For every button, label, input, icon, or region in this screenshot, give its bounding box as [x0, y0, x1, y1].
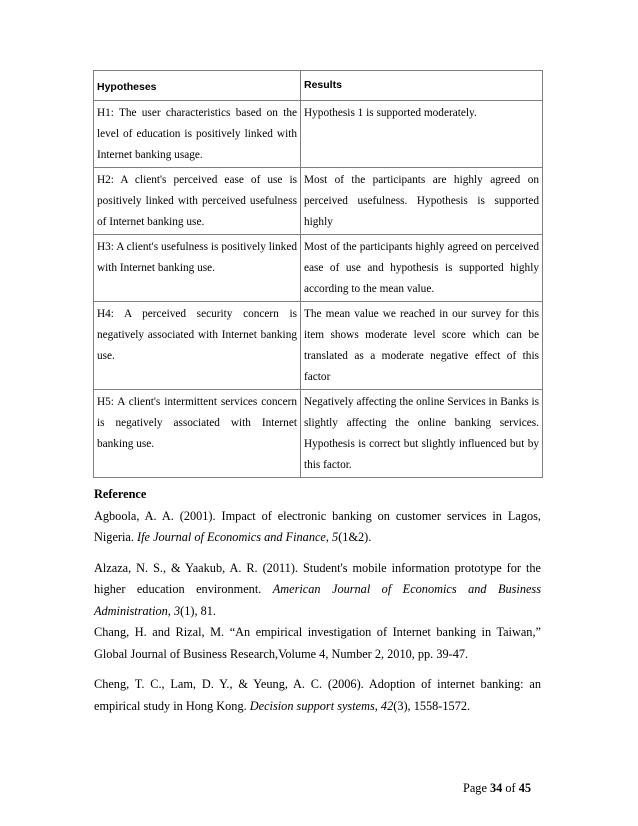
header-results: Results: [301, 71, 543, 101]
reference-text: Chang, H. and Rizal, M. “An empirical investigation of Internet banking in Taiwan,” Global Journal of Business Research,Volume 4, Number 2, 2010, pp. 39-47.: [94, 625, 541, 661]
reference-volume: 3: [173, 603, 181, 618]
hypothesis-cell: H3: A client's usefulness is positively linked with Internet banking use.: [94, 235, 301, 302]
table-row: [94, 390, 543, 478]
reference-pages: (1), 81.: [180, 603, 216, 618]
reference-entry: Alzaza, N. S., & Yaakub, A. R. (2011). Student's mobile information prototype for the higher education environment. American Journal of Economics and Business Administration, 3(1), 81.: [94, 560, 541, 618]
hypothesis-cell: H2: A client's perceived ease of use is positively linked with perceived usefulness of Internet banking use.: [94, 168, 301, 235]
current-page: 34: [489, 781, 503, 795]
result-cell: Most of the participants highly agreed on perceived ease of use and hypothesis is supported highly according to the mean value.: [301, 235, 543, 302]
reference-entry: Agboola, A. A. (2001). Impact of electronic banking on customer services in Lagos, Nigeria. Ife Journal of Economics and Finance, 5(1&2).: [94, 508, 541, 544]
reference-text: Alzaza, N. S., & Yaakub, A. R. (2011). Student's mobile information prototype for the higher education environment.: [94, 560, 541, 596]
reference-pages: (1&2).: [338, 530, 372, 544]
references-heading: Reference: [94, 487, 147, 501]
reference-volume: 5: [332, 530, 339, 544]
hypotheses-results-table: [93, 70, 543, 478]
references-section: [94, 484, 541, 717]
reference-journal: American Journal of Economics and Business Administration: [94, 582, 541, 618]
table-row: [94, 168, 543, 235]
result-cell: Negatively affecting the online Services in Banks is slightly affecting the online banking services. Hypothesis is correct but slightly influenced but by this factor.: [301, 390, 543, 478]
reference-pages: (3), 1558-1572.: [393, 698, 471, 713]
reference-text: Cheng, T. C., Lam, D. Y., & Yeung, A. C. (2006). Adoption of internet banking: an empirical study in Hong Kong.: [94, 677, 541, 713]
total-pages: 45: [518, 781, 531, 795]
table-header-row: [94, 71, 543, 101]
reference-volume: 42: [380, 698, 394, 713]
header-hypotheses: Hypotheses: [94, 71, 301, 101]
result-cell: The mean value we reached in our survey for this item shows moderate level score which can be translated as a moderate negative effect of this factor: [301, 302, 543, 390]
page-number: Page 34 of 45: [463, 781, 531, 795]
hypothesis-cell: H5: A client's intermittent services concern is negatively associated with Internet banking use.: [94, 390, 301, 478]
table-row: [94, 101, 543, 168]
reference-text: Agboola, A. A. (2001). Impact of electronic banking on customer services in Lagos, Nigeria.: [94, 508, 541, 544]
hypothesis-cell: H4: A perceived security concern is negatively associated with Internet banking use.: [94, 302, 301, 390]
table-row: [94, 235, 543, 302]
result-cell: Hypothesis 1 is supported moderately.: [301, 101, 543, 168]
reference-journal: Ife Journal of Economics and Finance: [137, 530, 326, 544]
reference-entry: [94, 622, 541, 665]
table-row: [94, 302, 543, 390]
hypothesis-cell: H1: The user characteristics based on the level of education is positively linked with Internet banking usage.: [94, 101, 301, 168]
result-cell: Most of the participants are highly agreed on perceived usefulness. Hypothesis is supported highly: [301, 168, 543, 235]
reference-journal: Decision support systems: [249, 698, 375, 713]
reference-entry: Cheng, T. C., Lam, D. Y., & Yeung, A. C. (2006). Adoption of internet banking: an empirical study in Hong Kong. Decision support systems, 42(3), 1558-1572.: [94, 677, 541, 713]
